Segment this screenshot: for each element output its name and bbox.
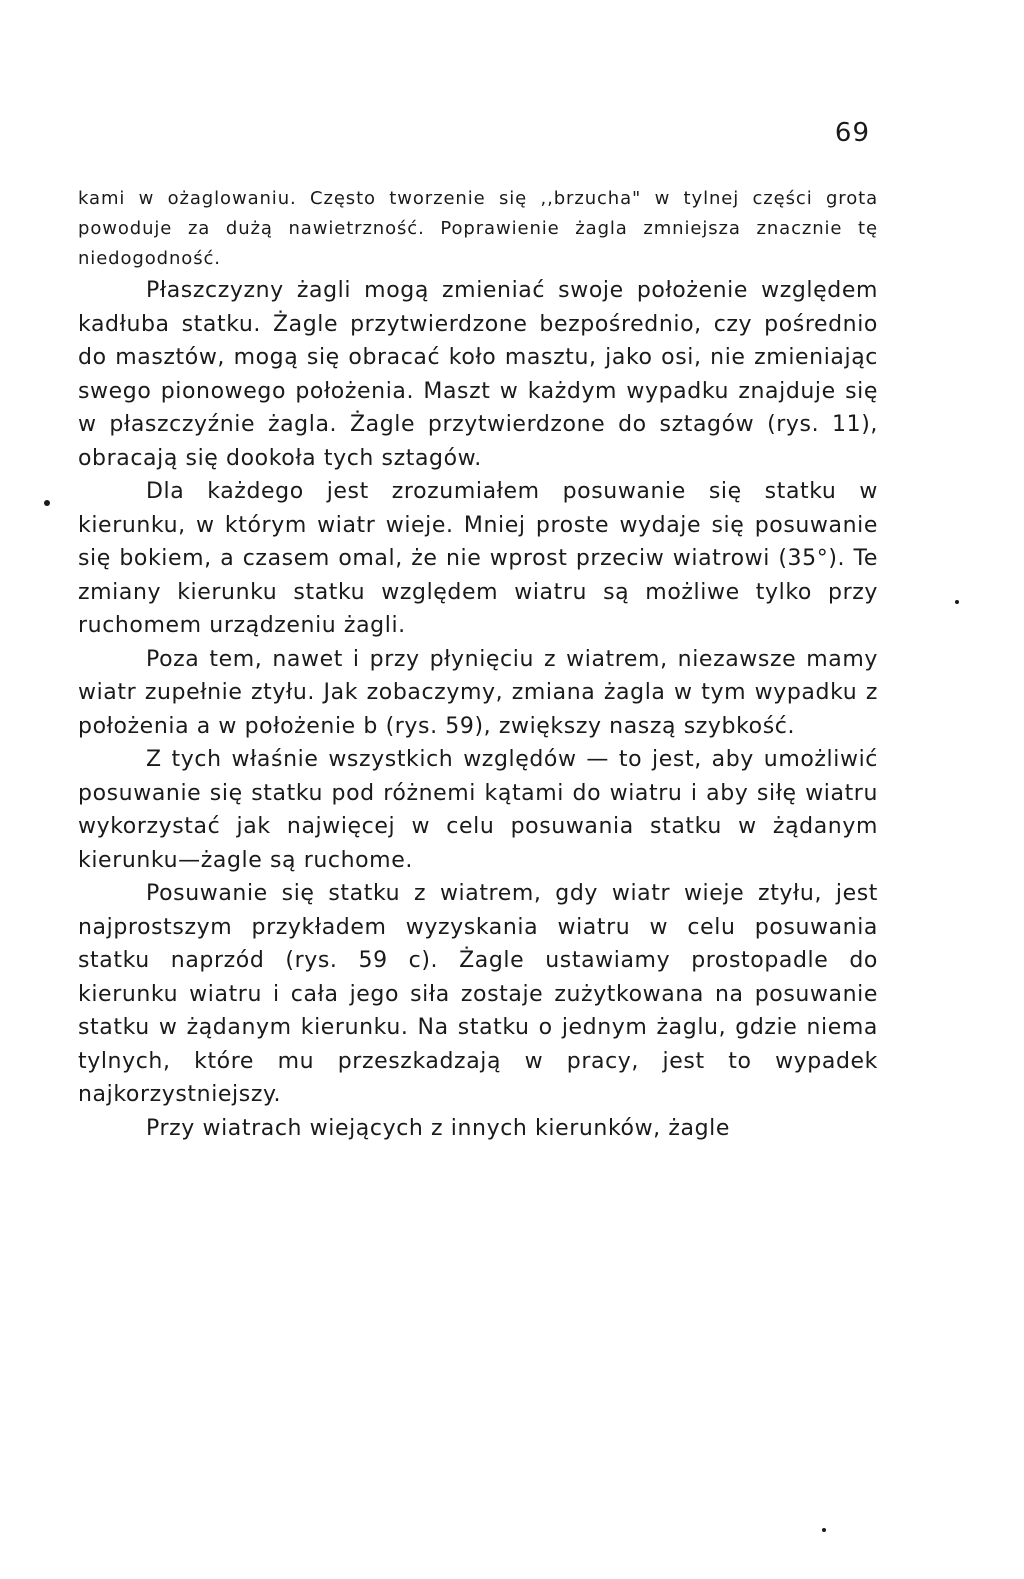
page-number: 69 [834,118,870,148]
ink-speck [44,500,50,506]
paragraph-2: Płaszczyzny żagli mogą zmieniać swoje położenie względem kadłuba statku. Żagle przytwierdzone bezpośrednio, czy pośrednio do masztów, mogą się obracać koło masztu, jako osi, nie zmieniając swego pionowego położenia. Maszt w każdym wypadku znajduje się w płaszczyźnie żagla. Żagle przytwierdzone do sztagów (rys. 11), obracają się dookoła tych sztagów. [78,278,878,471]
paragraph-5: Z tych właśnie wszystkich względów — to jest, aby umożliwić posuwanie się statku pod różnemi kątami do wiatru i aby siłę wiatru wykorzystać jak najwięcej w celu posuwania statku w żądanym kierunku—żagle są ruchome. [78,747,878,873]
paragraph-6: Posuwanie się statku z wiatrem, gdy wiatr wieje ztyłu, jest najprostszym przykładem wyzyskania wiatru w celu posuwania statku naprzód (rys. 59 c). Żagle ustawiamy prostopadle do kierunku wiatru i cała jego siła zostaje zużytkowana na posuwanie statku w żądanym kierunku. Na statku o jednym żaglu, gdzie niema tylnych, które mu przeszkadzają w pracy, jest to wypadek najkorzystniejszy. [78,881,878,1107]
body-text [78,184,878,1145]
paragraph-7: Przy wiatrach wiejących z innych kierunków, żagle [146,1115,730,1141]
paragraph-1: kami w ożaglowaniu. Często tworzenie się ,,brzucha" w tylnej części grota powoduje za dużą nawietrzność. Poprawienie żagla zmniejsza znacznie tę niedogodność. [78,188,878,269]
paragraph-4: Poza tem, nawet i przy płynięciu z wiatrem, niezawsze mamy wiatr zupełnie ztyłu. Jak zobaczymy, zmiana żagla w tym wypadku z położenia a w położenie b (rys. 59), zwiększy naszą szybkość. [78,646,878,739]
paragraph-3: Dla każdego jest zrozumiałem posuwanie się statku w kierunku, w którym wiatr wieje. Mniej proste wydaje się posuwanie się bokiem, a czasem omal, że nie wprost przeciw wiatrowi (35°). Te zmiany kierunku statku względem wiatru są możliwe tylko przy ruchomem urządzeniu żagli. [78,479,878,638]
ink-speck [822,1528,826,1532]
ink-speck [955,600,959,604]
